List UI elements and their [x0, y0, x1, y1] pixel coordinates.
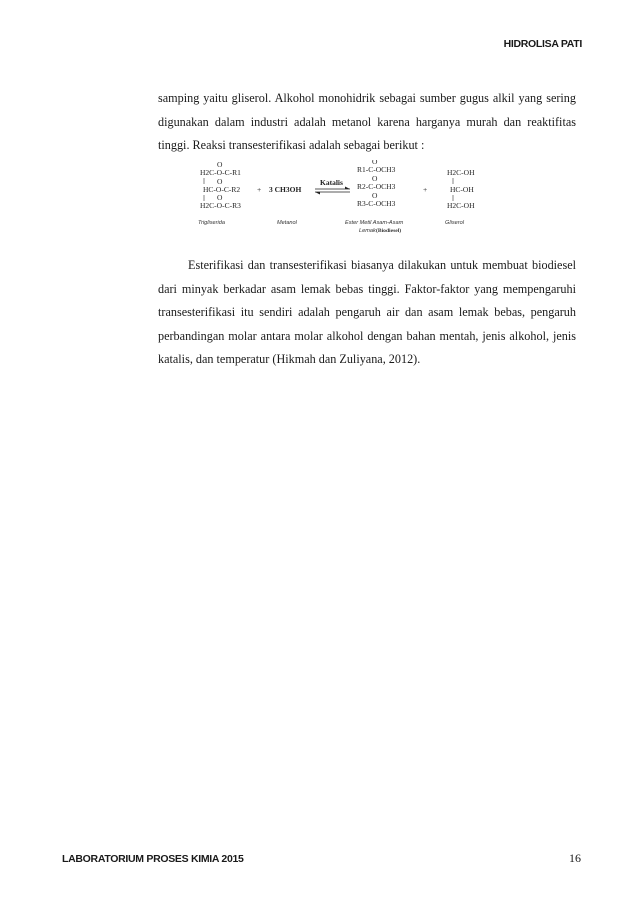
transesterification-reaction-figure — [195, 160, 480, 240]
plus-sign: + — [257, 185, 262, 194]
glycerol-row: H2C-OH — [447, 201, 475, 210]
footer-lab-title: LABORATORIUM PROSES KIMIA 2015 — [62, 853, 244, 865]
glycerol-structure — [447, 168, 475, 210]
catalyst-label: Katalis — [320, 178, 343, 187]
methyl-ester-structure — [357, 160, 396, 208]
glycerol-row: HC-OH — [450, 185, 474, 194]
triglyceride-row: H2C-O-C-R3 — [200, 201, 241, 210]
label-glycerol: Gliserol — [445, 220, 464, 226]
label-ester-line1: Ester Metil Asam-Asam — [345, 220, 404, 226]
carbonyl-o: O — [217, 193, 223, 202]
methanol-formula: 3 CH3OH — [269, 185, 302, 194]
paragraph-1: samping yaitu gliserol. Alkohol monohidrik sebagai sumber gugus alkil yang sering digunakan dalam industri adalah metanol karena harganya murah dan reaktifitas tinggi. Reaksi transesterifikasi adalah sebagai berikut : — [158, 91, 576, 152]
label-methanol: Metanol — [277, 220, 297, 226]
reaction-equation — [195, 160, 480, 240]
label-ester-line2: Lemak — [359, 228, 376, 234]
label-triglyceride: Trigliserida — [198, 220, 225, 226]
triglyceride-structure — [200, 160, 241, 210]
triglyceride-row: H2C-O-C-R1 — [200, 168, 241, 177]
plus-sign: + — [423, 185, 428, 194]
triglyceride-row: HC-O-C-R2 — [203, 185, 241, 194]
ester-row: R2-C-OCH3 — [357, 182, 396, 191]
label-biodiesel: (Biodiesel) — [376, 228, 402, 234]
equilibrium-arrow — [315, 178, 350, 195]
carbonyl-o: O — [217, 160, 223, 169]
glycerol-row: H2C-OH — [447, 168, 475, 177]
carbonyl-o: O — [372, 191, 378, 200]
paragraph-2: Esterifikasi dan transesterifikasi biasanya dilakukan untuk membuat biodiesel dari minyak berkadar asam lemak bebas tinggi. Faktor-faktor yang mempengaruhi transesterifikasi itu sendiri adalah pengaruh air dan asam lemak bebas, pengaruh perbandingan molar antara molar alkohol dengan bahan mentah, jenis alkohol, jenis katalis, dan temperatur (Hikmah dan Zuliyana, 2012). — [158, 258, 576, 366]
carbonyl-o: O — [372, 160, 378, 166]
ester-row: R3-C-OCH3 — [357, 199, 396, 208]
carbonyl-o: O — [217, 177, 223, 186]
ester-row: R1-C-OCH3 — [357, 165, 396, 174]
carbonyl-o: O — [372, 174, 378, 183]
page-number: 16 — [569, 851, 581, 865]
header-title: HIDROLISA PATI — [503, 38, 582, 50]
